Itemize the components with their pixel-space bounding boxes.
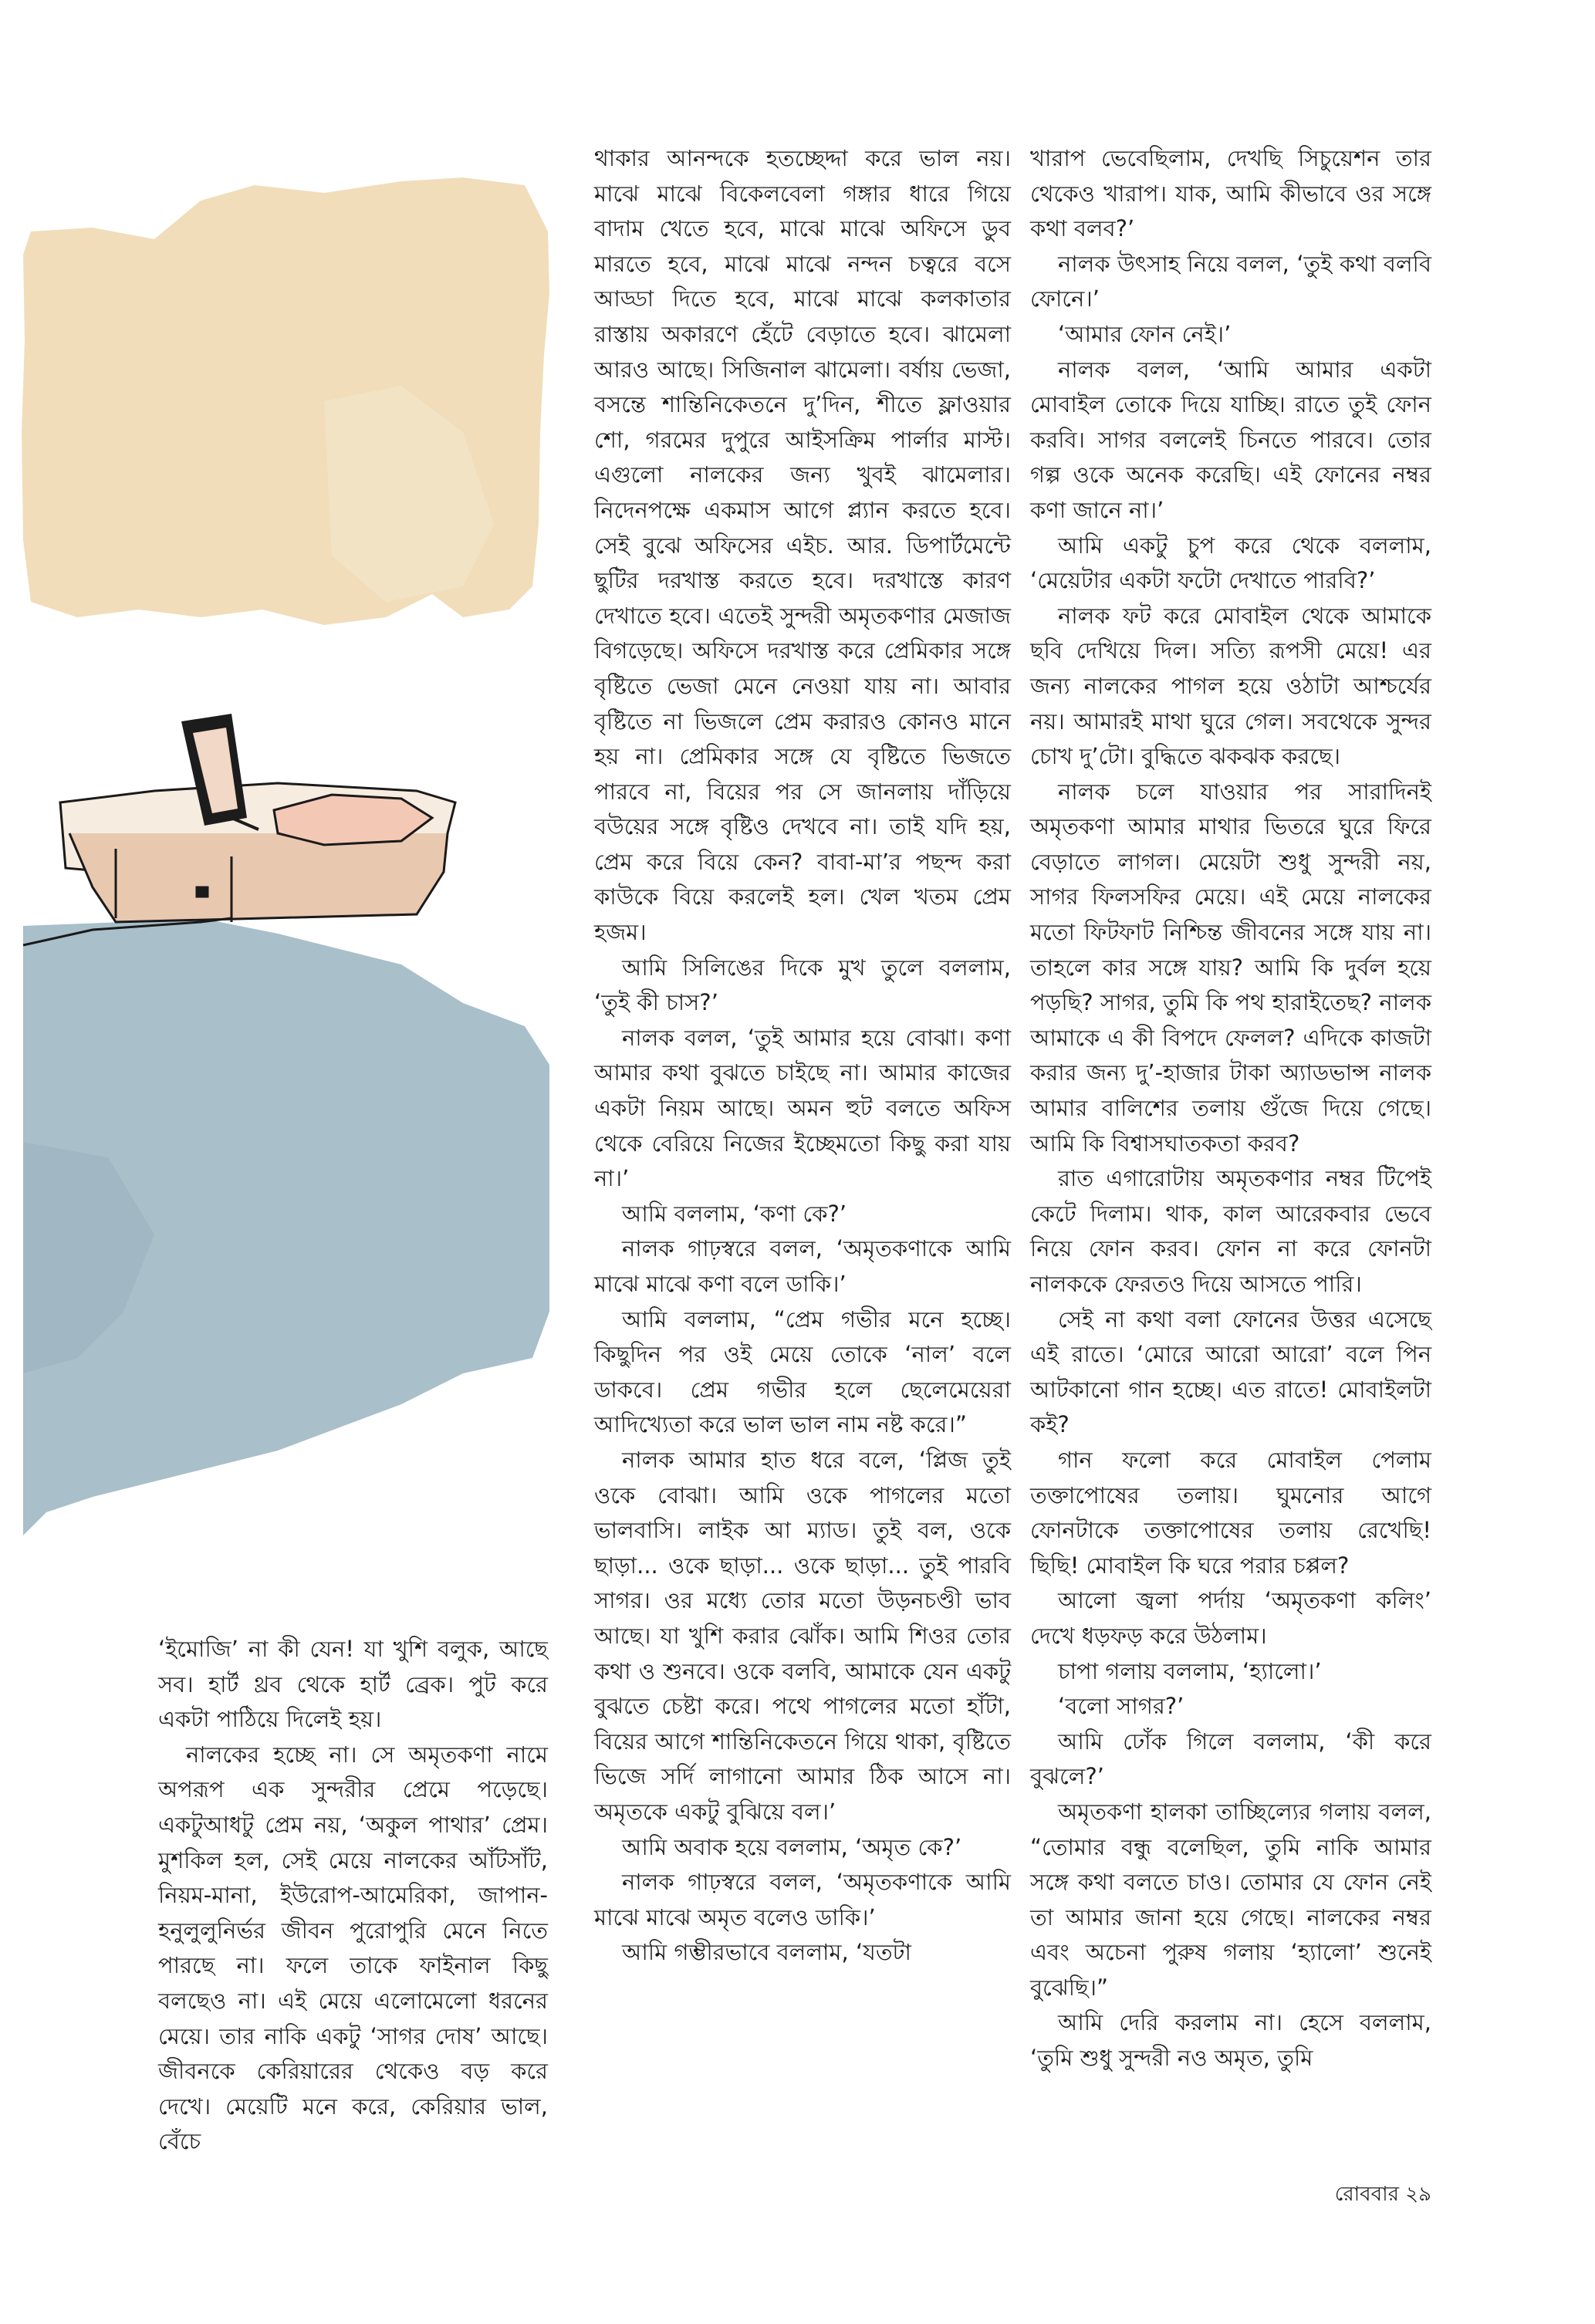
paragraph: নালক চলে যাওয়ার পর সারাদিনই অমৃতকণা আমার মাথার ভিতরে ঘুরে ফিরে বেড়াতে লাগল। মেয়েটা শুধু সুন্দরী নয়, সাগর ফিলসফির মেয়ে। এই মেয়ে নালকের মতো ফিটফাট নিশ্চিন্ত জীবনের সঙ্গে যায় না। তাহলে কার সঙ্গে যায়? আমি কি দুর্বল হয়ে পড়ছি? সাগর, তুমি কি পথ হারাইতেছ? নালক আমাকে এ কী বিপদে ফেলল? এদিকে কাজটা করার জন্য দু’-হাজার টাকা অ্যাডভান্স নালক আমার বালিশের তলায় গুঁজে দিয়ে গেছে। আমি কি বিশ্বাসঘাতকতা করব? [1030,778,1431,1157]
paragraph: অমৃতকণা হালকা তাচ্ছিল্যের গলায় বলল, “তোমার বন্ধু বলেছিল, তুমি নাকি আমার সঙ্গে কথা বলতে চাও। তোমার যে ফোন নেই তা আমার জানা হয়ে গেছে। নালকের নম্বর এবং অচেনা পুরুষ গলায় ‘হ্যালো’ শুনেই বুঝেছি।” [1030,1798,1431,2001]
paragraph: আলো জ্বলা পর্দায় ‘অমৃতকণা কলিং’ দেখে ধড়ফড় করে উঠলাম। [1030,1587,1431,1649]
paragraph: আমি দেরি করলাম না। হেসে বললাম, ‘তুমি শুধু সুন্দরী নও অমৃত, তুমি [1030,2009,1431,2072]
paragraph: আমি একটু চুপ করে থেকে বললাম, ‘মেয়েটার একটা ফটো দেখাতে পারবি?’ [1030,532,1431,594]
paragraph: ‘বলো সাগর?’ [1058,1693,1184,1720]
paragraph: আমি বললাম, “প্রেম গভীর মনে হচ্ছে। কিছুদিন পর ওই মেয়ে তোকে ‘নাল’ বলে ডাকবে। প্রেম গভীর হলে ছেলেমেয়েরা আদিখ্যেতা করে ভাল ভাল নাম নষ্ট করে।” [594,1306,1011,1438]
paragraph: রাত এগারোটায় অমৃতকণার নম্বর টিপেই কেটে দিলাম। থাক, কাল আরেকবার ভেবে নিয়ে ফোন করব। ফোন না করে ফোনটা নালককে ফেরতও দিয়ে আসতে পারি। [1030,1165,1431,1297]
paragraph: নালক গাঢ়স্বরে বলল, ‘অমৃতকণাকে আমি মাঝে মাঝে অমৃত বলেও ডাকি।’ [594,1869,1011,1930]
story-illustration [0,0,556,1543]
text-column-3 [1030,141,1431,2076]
paragraph: নালক আমার হাত ধরে বলে, ‘প্লিজ তুই ওকে বোঝা। আমি ওকে পাগলের মতো ভালবাসি। লাইক আ ম্যাড। তুই বল, ওকে ছাড়া... ওকে ছাড়া... ওকে ছাড়া... তুই পারবি সাগর। ওর মধ্যে তোর মতো উড়নচণ্ডী ভাব আছে। যা খুশি করার ঝোঁক। আমি শিওর তোর কথা ও শুনবে। ওকে বলবি, আমাকে যেন একটু বুঝতে চেষ্টা করে। পথে পাগলের মতো হাঁটা, বিয়ের আগে শান্তিনিকেতনে গিয়ে থাকা, বৃষ্টিতে ভিজে সর্দি লাগানো আমার ঠিক আসে না। অমৃতকে একটু বুঝিয়ে বল।’ [594,1446,1011,1825]
paragraph: চাপা গলায় বললাম, ‘হ্যালো।’ [1058,1657,1322,1684]
paragraph: আমি বললাম, ‘কণা কে?’ [622,1200,847,1227]
page-number: ২৯ [1405,2183,1431,2206]
text-column-2 [594,141,1011,1971]
text-column-1 [158,1632,548,2160]
paragraph: নালক বলল, ‘তুই আমার হয়ে বোঝা। কণা আমার কথা বুঝতে চাইছে না। আমার কাজের একটা নিয়ম আছে। অমন হুট বলতে অফিস থেকে বেরিয়ে নিজের ইচ্ছেমতো কিছু করা যায় না।’ [594,1024,1011,1192]
page-footer [1335,2178,1431,2212]
paragraph: নালক বলল, ‘আমি আমার একটা মোবাইল তোকে দিয়ে যাচ্ছি। রাতে তুই ফোন করবি। সাগর বললেই চিনতে পারবে। তোর গল্প ওকে অনেক করেছি। এই ফোনের নম্বর কণা জানে না।’ [1030,356,1431,523]
paragraph: সেই না কথা বলা ফোনের উত্তর এসেছে এই রাতে। ‘মোরে আরো আরো’ বলে পিন আটকানো গান হচ্ছে। এত রাতে! মোবাইলটা কই? [1030,1306,1431,1438]
paragraph: খারাপ ভেবেছিলাম, দেখছি সিচুয়েশন তার থেকেও খারাপ। যাক, আমি কীভাবে ওর সঙ্গে কথা বলব?’ [1030,145,1431,242]
paragraph: আমি অবাক হয়ে বললাম, ‘অমৃত কে?’ [622,1833,962,1860]
paragraph: আমি ঢোঁক গিলে বললাম, ‘কী করে বুঝলে?’ [1030,1728,1431,1790]
magazine-name: রোববার [1334,2183,1399,2206]
paragraph: আমি গম্ভীরভাবে বললাম, ‘যতটা [622,1939,911,1966]
paragraph: নালকের হচ্ছে না। সে অমৃতকণা নামে অপরূপ এক সুন্দরীর প্রেমে পড়েছে। একটুআধটু প্রেম নয়, ‘অকুল পাথার’ প্রেম। মুশকিল হল, সেই মেয়ে নালকের আঁটসাঁট, নিয়ম-মানা, ইউরোপ-আমেরিকা, জাপান-হনুলুলুনির্ভর জীবন পুরোপুরি মেনে নিতে পারছে না। ফলে তাকে ফাইনাল কিছু বলছেও না। এই মেয়ে এলোমেলো ধরনের মেয়ে। তার নাকি একটু ‘সাগর দোষ’ আছে। জীবনকে কেরিয়ারের থেকেও বড় করে দেখে। মেয়েটি মনে করে, কেরিয়ার ভাল, বেঁচে [158,1741,548,2155]
paragraph: ‘আমার ফোন নেই।’ [1058,320,1232,347]
paragraph: নালক উৎসাহ নিয়ে বলল, ‘তুই কথা বলবি ফোনে।’ [1030,250,1431,312]
paragraph: আমি সিলিঙের দিকে মুখ তুলে বললাম, ‘তুই কী চাস?’ [594,954,1011,1016]
paragraph: থাকার আনন্দকে হতচ্ছেদ্দা করে ভাল নয়। মাঝে মাঝে বিকেলবেলা গঙ্গার ধারে গিয়ে বাদাম খেতে হবে, মাঝে মাঝে অফিসে ডুব মারতে হবে, মাঝে মাঝে নন্দন চত্বরে বসে আড্ডা দিতে হবে, মাঝে মাঝে কলকাতার রাস্তায় অকারণে হেঁটে বেড়াতে হবে। ঝামেলা আরও আছে। সিজিনাল ঝামেলা। বর্ষায় ভেজা, বসন্তে শান্তিনিকেতনে দু’দিন, শীতে ফ্লাওয়ার শো, গরমের দুপুরে আইসক্রিম পার্লার মাস্ট। এগুলো নালকের জন্য খুবই ঝামেলার। নিদেনপক্ষে একমাস আগে প্ল্যান করতে হবে। সেই বুঝে অফিসের এইচ. আর. ডিপার্টমেন্টে ছুটির দরখাস্ত করতে হবে। দরখাস্তে কারণ দেখাতে হবে। এতেই সুন্দরী অমৃতকণার মেজাজ বিগড়েছে। অফিসে দরখাস্ত করে প্রেমিকার সঙ্গে বৃষ্টিতে ভেজা মেনে নেওয়া যায় না। আবার বৃষ্টিতে না ভিজলে প্রেম করারও কোনও মানে হয় না। প্রেমিকার সঙ্গে যে বৃষ্টিতে ভিজতে পারবে না, বিয়ের পর সে জানলায় দাঁড়িয়ে বউয়ের সঙ্গে বৃষ্টিও দেখবে না। তাই যদি হয়, প্রেম করে বিয়ে কেন? বাবা-মা’র পছন্দ করা কাউকে বিয়ে করলেই হল। খেল খতম প্রেম হজম। [594,145,1011,946]
paragraph: নালক গাঢ়স্বরে বলল, ‘অমৃতকণাকে আমি মাঝে মাঝে কণা বলে ডাকি।’ [594,1235,1011,1297]
paragraph: ‘ইমোজি’ না কী যেন! যা খুশি বলুক, আছে সব। হার্ট থ্রব থেকে হার্ট ব্রেক। পুট করে একটা পাঠিয়ে দিলেই হয়। [158,1636,548,1733]
paragraph: গান ফলো করে মোবাইল পেলাম তক্তাপোষের তলায়। ঘুমনোর আগে ফোনটাকে তক্তাপোষের তলায় রেখেছি! ছিছি! মোবাইল কি ঘরে পরার চপ্পল? [1030,1446,1431,1579]
paragraph: নালক ফট করে মোবাইল থেকে আমাকে ছবি দেখিয়ে দিল। সত্যি রূপসী মেয়ে! এর জন্য নালকের পাগল হয়ে ওঠাটা আশ্চর্যের নয়। আমারই মাথা ঘুরে গেল। সবথেকে সুন্দর চোখ দু’টো। বুদ্ধিতে ঝকঝক করছে। [1030,602,1431,770]
nightstand-drawing [60,783,455,922]
